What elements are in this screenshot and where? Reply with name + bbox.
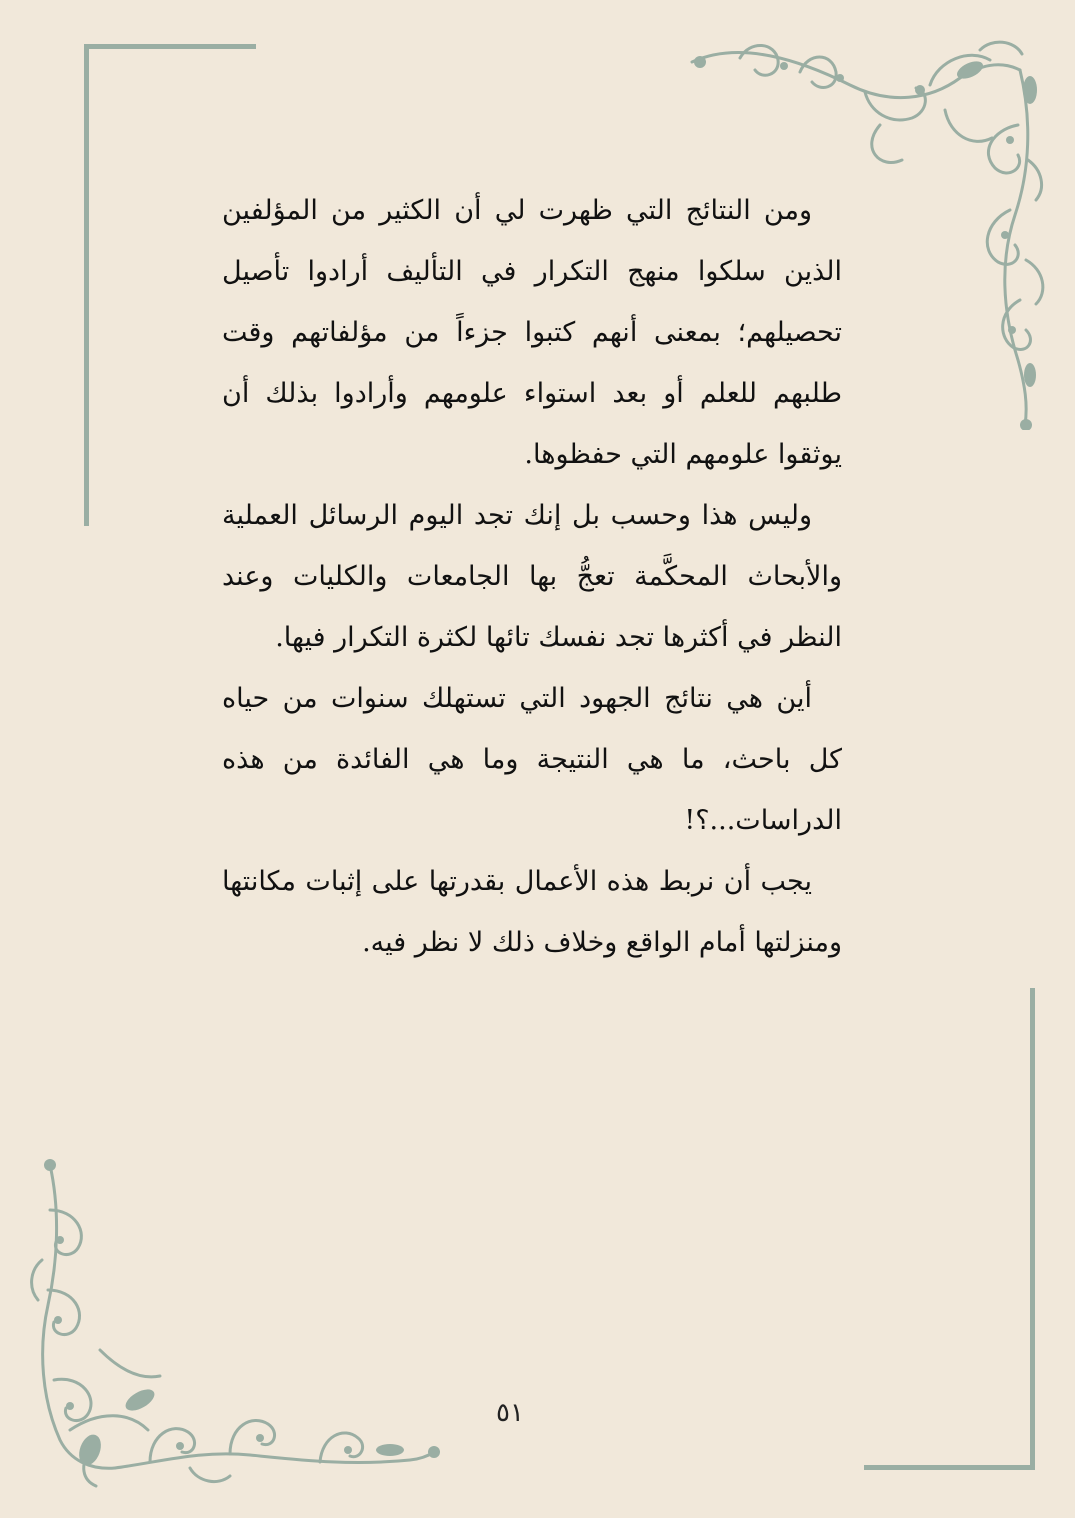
page-number: ٥١ (496, 1398, 524, 1428)
floral-corner-ornament-icon (30, 1150, 440, 1490)
paragraph: أين هي نتائج الجهود التي تستهلك سنوات من حياه كل باحث، ما هي النتيجة وما هي الفائدة من هذه الدراسات...؟! (222, 683, 842, 836)
paragraph: وليس هذا وحسب بل إنك تجد اليوم الرسائل العملية والأبحاث المحكَّمة تعجُّ بها الجامعات والكليات وعند النظر في أكثرها تجد نفسك تائها لكثرة التكرار فيها. (222, 500, 842, 653)
paragraph: ومن النتائج التي ظهرت لي أن الكثير من المؤلفين الذين سلكوا منهج التكرار في التأليف أرادوا تأصيل تحصيلهم؛ بمعنى أنهم كتبوا جزءاً من مؤلفاتهم وقت طلبهم للعلم أو بعد استواء علومهم وأرادوا بذلك أن يوثقوا علومهم التي حفظوها. (222, 195, 842, 470)
frame-bottom-right-vertical (1030, 988, 1035, 1470)
frame-bottom-right-horizontal (864, 1465, 1035, 1470)
paragraph: يجب أن نربط هذه الأعمال بقدرتها على إثبات مكانتها ومنزلتها أمام الواقع وخلاف ذلك لا نظر فيه. (222, 866, 842, 958)
frame-top-left-vertical (84, 44, 89, 526)
body-text (222, 180, 842, 973)
frame-top-left-horizontal (84, 44, 256, 49)
